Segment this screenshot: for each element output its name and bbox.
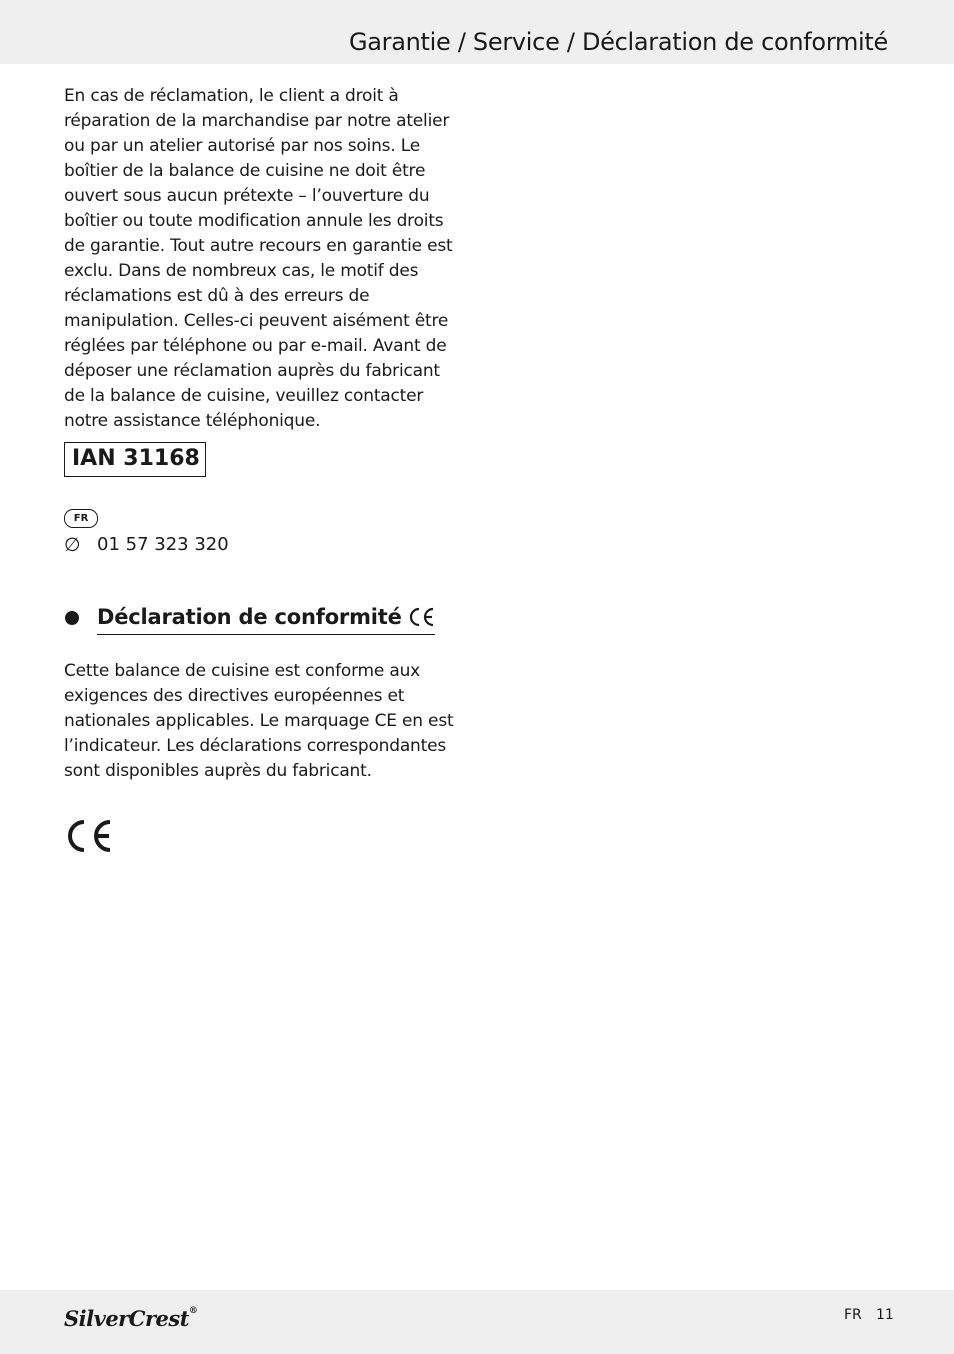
ian-box <box>64 442 206 477</box>
conformity-paragraph: Cette balance de cuisine est conforme aux exigences des directives européennes et nationales applicables. Le marquage CE en est l’indicateur. Les déclarations correspondantes sont disponibles auprès du fabricant. <box>64 661 454 781</box>
ce-mark-large-icon <box>64 818 114 854</box>
ian-label: IAN 31168 <box>72 446 200 471</box>
section-title: Déclaration de conformité <box>97 605 402 629</box>
page-number: 11 <box>876 1307 894 1323</box>
page-title: Garantie / Service / Déclaration de conformité <box>348 28 888 56</box>
section-bullet <box>65 611 79 625</box>
country-badge: FR <box>64 509 98 528</box>
section-underline <box>97 634 435 635</box>
brand-logo <box>64 1306 197 1331</box>
brand-name: SilverCrest <box>64 1306 189 1331</box>
ce-mark-icon <box>407 606 435 628</box>
warranty-paragraph: En cas de réclamation, le client a droit à réparation de la marchandise par notre atelier ou par un atelier autorisé par nos soins. Le boîtier de la balance de cuisine ne doit être ouvert sous aucun prétexte – l’ouverture du boîtier ou toute modification annule les droits de garantie. Tout autre recours en garantie est exclu. Dans de nombreux cas, le motif des réclamations est dû à des erreurs de manipulation. Celles-ci peuvent aisément être réglées par téléphone ou par e-mail. Avant de déposer une réclamation auprès du fabricant de la balance de cuisine, veuillez contacter notre assistance téléphonique. <box>64 86 453 431</box>
registered-mark: ® <box>188 1306 198 1316</box>
phone-number: 01 57 323 320 <box>97 534 229 555</box>
footer-language: FR <box>844 1307 862 1323</box>
phone-icon: ∅ <box>64 534 81 556</box>
